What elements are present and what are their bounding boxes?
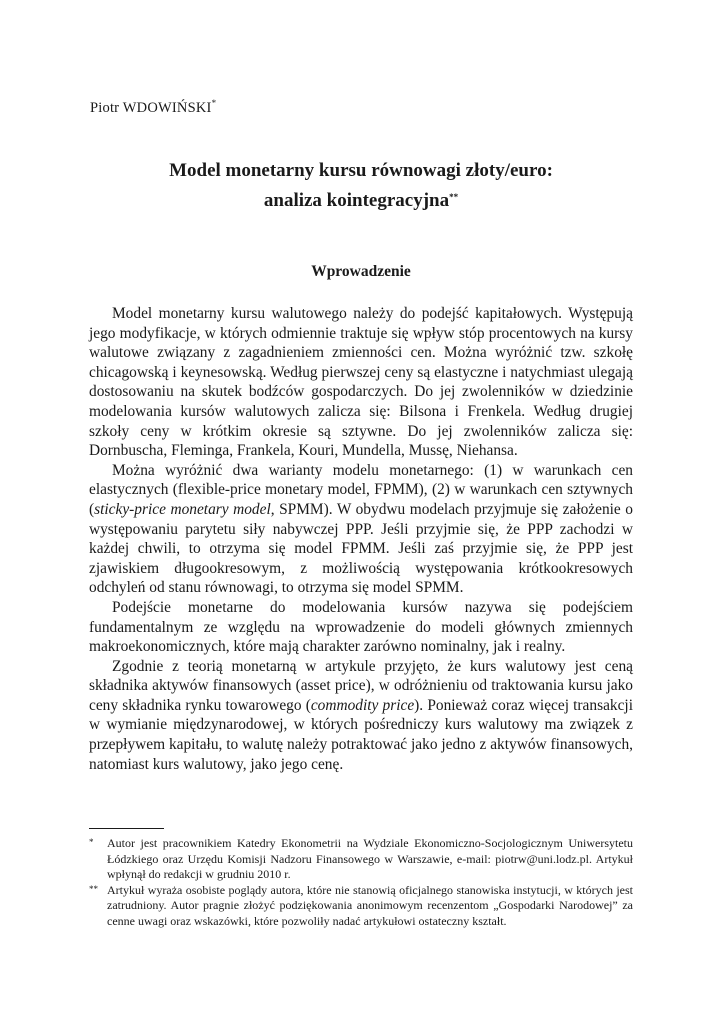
- body-text: [89, 304, 633, 774]
- paragraph-2-text: Można wyróżnić dwa warianty modelu monetarnego: (1) w warunkach cen elastycznych (flexible-price monetary model, FPMM), (2) w warunkach cen sztywnych (sticky-price monetary model, SPMM). W obydwu modelach przyjmuje się założenie o występowaniu parytetu siły nabywczej PPP. Jeśli przyjmie się, że PPP zachodzi w każdej chwili, to otrzyma się model FPMM. Jeśli zaś przyjmie się, że PPP jest zjawiskiem długookresowym, z możliwością występowania krótkookresowych odchyleń od stanu równowagi, to otrzyma się model SPMM.: [89, 461, 633, 597]
- footnote-2-text: Artykuł wyraża osobiste poglądy autora, które nie stanowią oficjalnego stanowiska instytucji, w których jest zatrudniony. Autor pragnie złożyć podziękowania anonimowym recenzentom „Gospodarki Narodowej” za cenne uwagi oraz wskazówki, które pozwoliły nadać artykułowi ostateczny kształt.: [107, 882, 633, 928]
- author-footnote-mark: *: [211, 98, 217, 108]
- title-footnote-mark: **: [449, 192, 459, 202]
- section-heading: Wprowadzenie: [311, 263, 411, 280]
- paragraph-4-text: Zgodnie z teorią monetarną w artykule przyjęto, że kurs walutowy jest ceną składnika aktywów finansowych (asset price), w odróżnieniu od traktowania kursu jako ceny składnika rynku towarowego (commodity price). Ponieważ coraz więcej transakcji w wymianie międzynarodowej, w których pośredniczy kurs walutowy ma związek z przepływem kapitału, to walutę należy potraktować jako jedno z aktywów finansowych, natomiast kurs walutowy, jako jego cenę.: [89, 657, 633, 773]
- title-line-1: Model monetarny kursu równowagi złoty/euro:: [169, 160, 553, 181]
- paragraph-2: [89, 461, 633, 598]
- footnote-2-mark: **: [89, 883, 98, 894]
- footnote-2: [89, 883, 633, 930]
- paragraph-1: Model monetarny kursu walutowego należy do podejść kapitałowych. Występują jego modyfikacje, w których odmiennie traktuje się wpływ stóp procentowych na kursy walutowe związany z zagadnieniem zmienności cen. Można wyróżnić tzw. szkołę chicagowską i keynesowską. Według pierwszej ceny są elastyczne i natychmiast ulegają dostosowaniu na skutek bodźców gospodarczych. Do jej zwolenników w dziedzinie modelowania kursów walutowych zalicza się: Bilsona i Frenkela. Według drugiej szkoły ceny w krótkim okresie są sztywne. Do jej zwolenników zalicza się: Dornbuscha, Fleminga, Frankela, Kouri, Mundella, Mussę, Niehansa.: [89, 305, 633, 460]
- footnote-1-text: Autor jest pracownikiem Katedry Ekonometrii na Wydziale Ekonomiczno-Socjologicznym Uniwersytetu Łódzkiego oraz Urzędu Komisji Nadzoru Finansowego w Warszawie, e-mail: piotrw@uni.lodz.pl. Artykuł wpłynął do redakcji w grudniu 2010 r.: [107, 836, 633, 881]
- title-line-2: analiza kointegracyjna: [263, 190, 450, 211]
- footnote-1: [89, 836, 633, 883]
- footnote-separator: [89, 828, 164, 829]
- author-last-name: WDOWIŃSKI: [122, 100, 212, 116]
- paper-title: [90, 158, 632, 214]
- paragraph-4: [89, 657, 633, 775]
- author-first-name: Piotr: [90, 100, 120, 116]
- author-line: [90, 98, 216, 117]
- title-line-2-wrap: [90, 184, 632, 214]
- italic-term: commodity price: [310, 696, 415, 714]
- italic-term: sticky-price monetary model: [94, 500, 271, 518]
- paragraph-3: Podejście monetarne do modelowania kursów nazywa się podejściem fundamentalnym ze względu na wprowadzenie do modeli głównych zmiennych makroekonomicznych, które mają charakter zarówno nominalny, jak i realny.: [89, 598, 633, 656]
- footnote-1-mark: *: [89, 837, 94, 847]
- footnotes: [89, 836, 633, 929]
